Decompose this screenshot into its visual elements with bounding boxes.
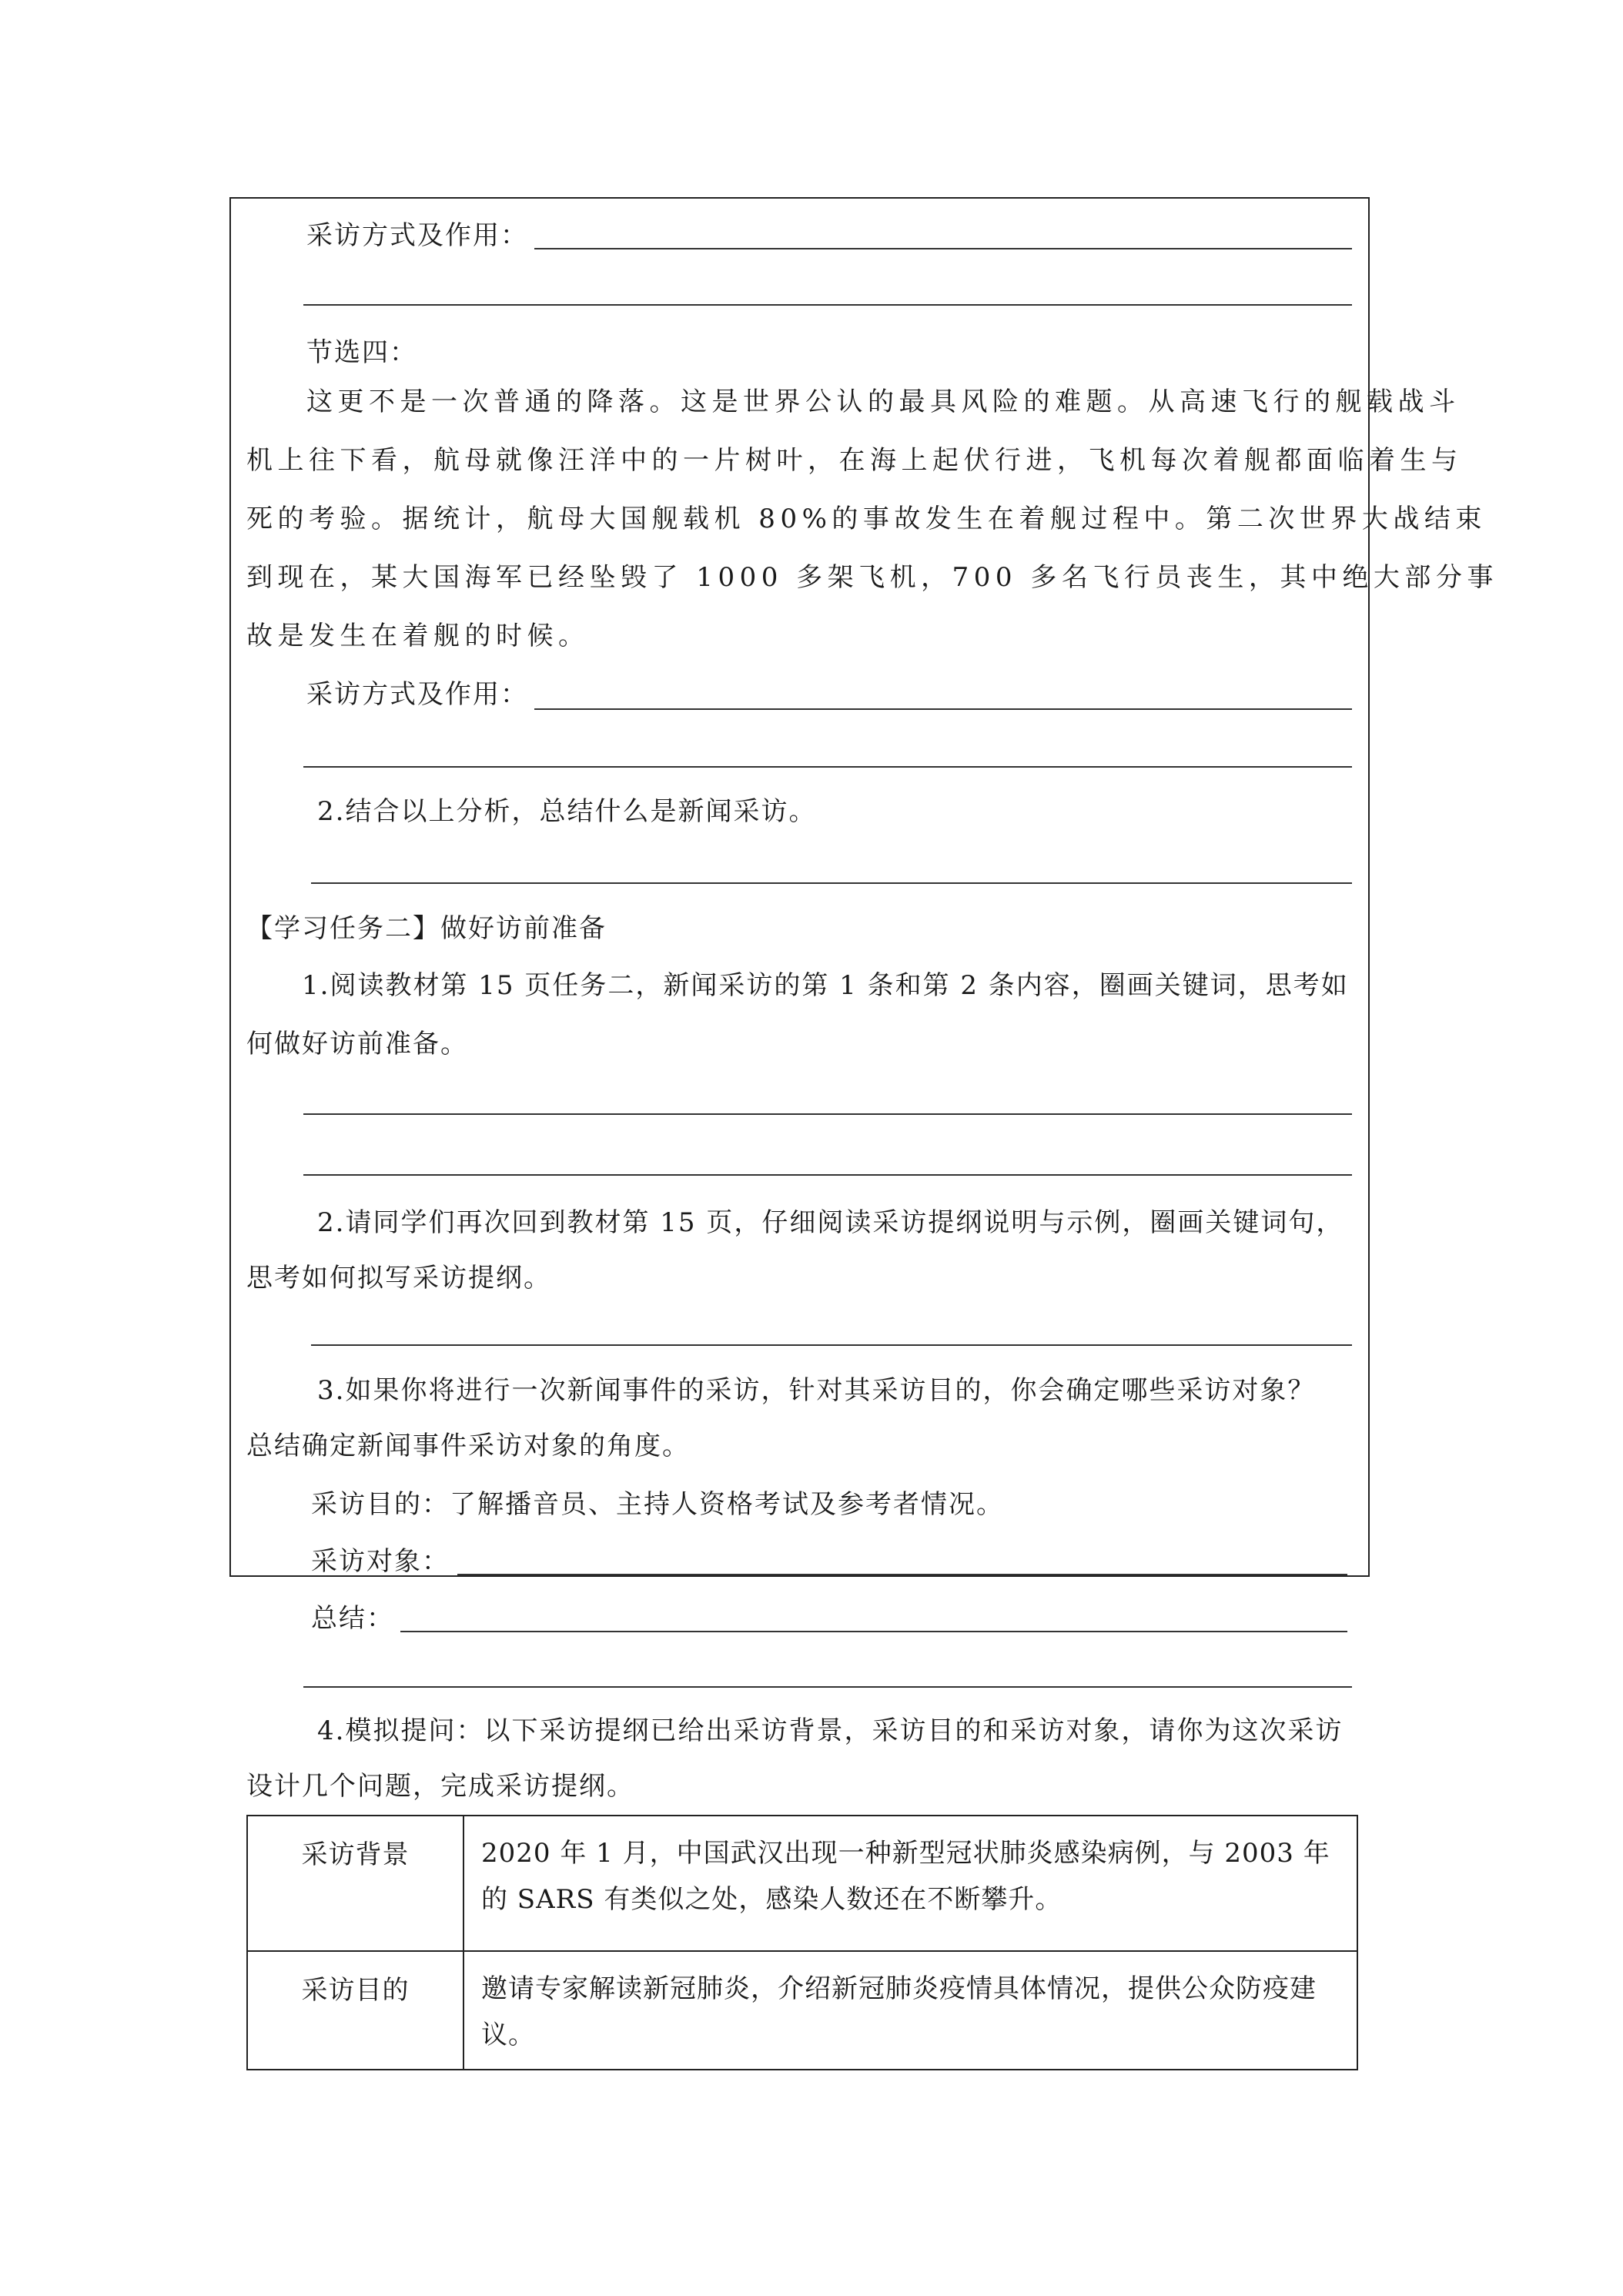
- answer-line[interactable]: [303, 1174, 1352, 1176]
- task2-q2-line: 2.请同学们再次回到教材第 15 页，仔细阅读采访提纲说明与示例，圈画关键词句，: [317, 1207, 1344, 1238]
- summary-label: 总结：: [311, 1603, 394, 1634]
- excerpt-line: 机上往下看，航母就像汪洋中的一片树叶，在海上起伏行进，飞机每次着舰都面临着生与: [246, 445, 1463, 476]
- row-value-background: 2020 年 1 月，中国武汉出现一种新型冠状肺炎感染病例，与 2003 年的 SARS 有类似之处，感染人数还在不断攀升。: [463, 1816, 1357, 1951]
- interview-target-line[interactable]: [457, 1574, 1347, 1575]
- task2-q3-line: 3.如果你将进行一次新闻事件的采访，针对其采访目的，你会确定哪些采访对象？: [317, 1375, 1316, 1406]
- interview-outline-table: [246, 1815, 1358, 2070]
- excerpt-line: 到现在，某大国海军已经坠毁了 1000 多架飞机，700 多名飞行员丧生，其中绝大部分事: [246, 562, 1498, 593]
- row-value-purpose: 邀请专家解读新冠肺炎，介绍新冠肺炎疫情具体情况，提供公众防疫建议。: [463, 1951, 1357, 2070]
- table-row: [247, 1816, 1357, 1951]
- excerpt-line: 这更不是一次普通的降落。这是世界公认的最具风险的难题。从高速飞行的舰载战斗: [306, 387, 1461, 417]
- answer-line[interactable]: [303, 766, 1352, 768]
- task2-q4-line: 4.模拟提问：以下采访提纲已给出采访背景，采访目的和采访对象，请你为这次采访: [317, 1715, 1344, 1746]
- row-key-purpose: 采访目的: [247, 1951, 463, 2070]
- task2-q1-line: 何做好访前准备。: [246, 1029, 468, 1059]
- answer-line[interactable]: [303, 1686, 1352, 1688]
- answer-line[interactable]: [534, 248, 1352, 249]
- task2-q1-line: 1.阅读教材第 15 页任务二，新闻采访的第 1 条和第 2 条内容，圈画关键词，思考如: [302, 970, 1349, 1001]
- method-label-4: 采访方式及作用：: [306, 679, 528, 710]
- answer-line[interactable]: [303, 1113, 1352, 1115]
- excerpt-line: 故是发生在着舰的时候。: [246, 621, 590, 651]
- task2-q2-line: 思考如何拟写采访提纲。: [246, 1263, 551, 1294]
- answer-line[interactable]: [311, 1344, 1352, 1346]
- task2-q3-line: 总结确定新闻事件采访对象的角度。: [246, 1431, 690, 1461]
- interview-target-label: 采访对象：: [311, 1546, 450, 1577]
- row-key-background: 采访背景: [247, 1816, 463, 1951]
- task2-heading: 【学习任务二】做好访前准备: [246, 913, 607, 944]
- interview-purpose: 采访目的：了解播音员、主持人资格考试及参考者情况。: [311, 1489, 1004, 1520]
- excerpt-line: 死的考验。据统计，航母大国舰载机 80%的事故发生在着舰过程中。第二次世界大战结束: [246, 504, 1487, 534]
- excerpt-heading: 节选四：: [306, 337, 417, 368]
- answer-line[interactable]: [534, 708, 1352, 710]
- summary-line[interactable]: [400, 1631, 1347, 1632]
- method-label-3: 采访方式及作用：: [306, 220, 528, 251]
- question-2-summary: 2.结合以上分析，总结什么是新闻采访。: [317, 796, 817, 827]
- answer-line[interactable]: [303, 304, 1352, 306]
- answer-line[interactable]: [311, 882, 1352, 884]
- task2-q4-line: 设计几个问题，完成采访提纲。: [246, 1771, 634, 1802]
- table-row: [247, 1951, 1357, 2070]
